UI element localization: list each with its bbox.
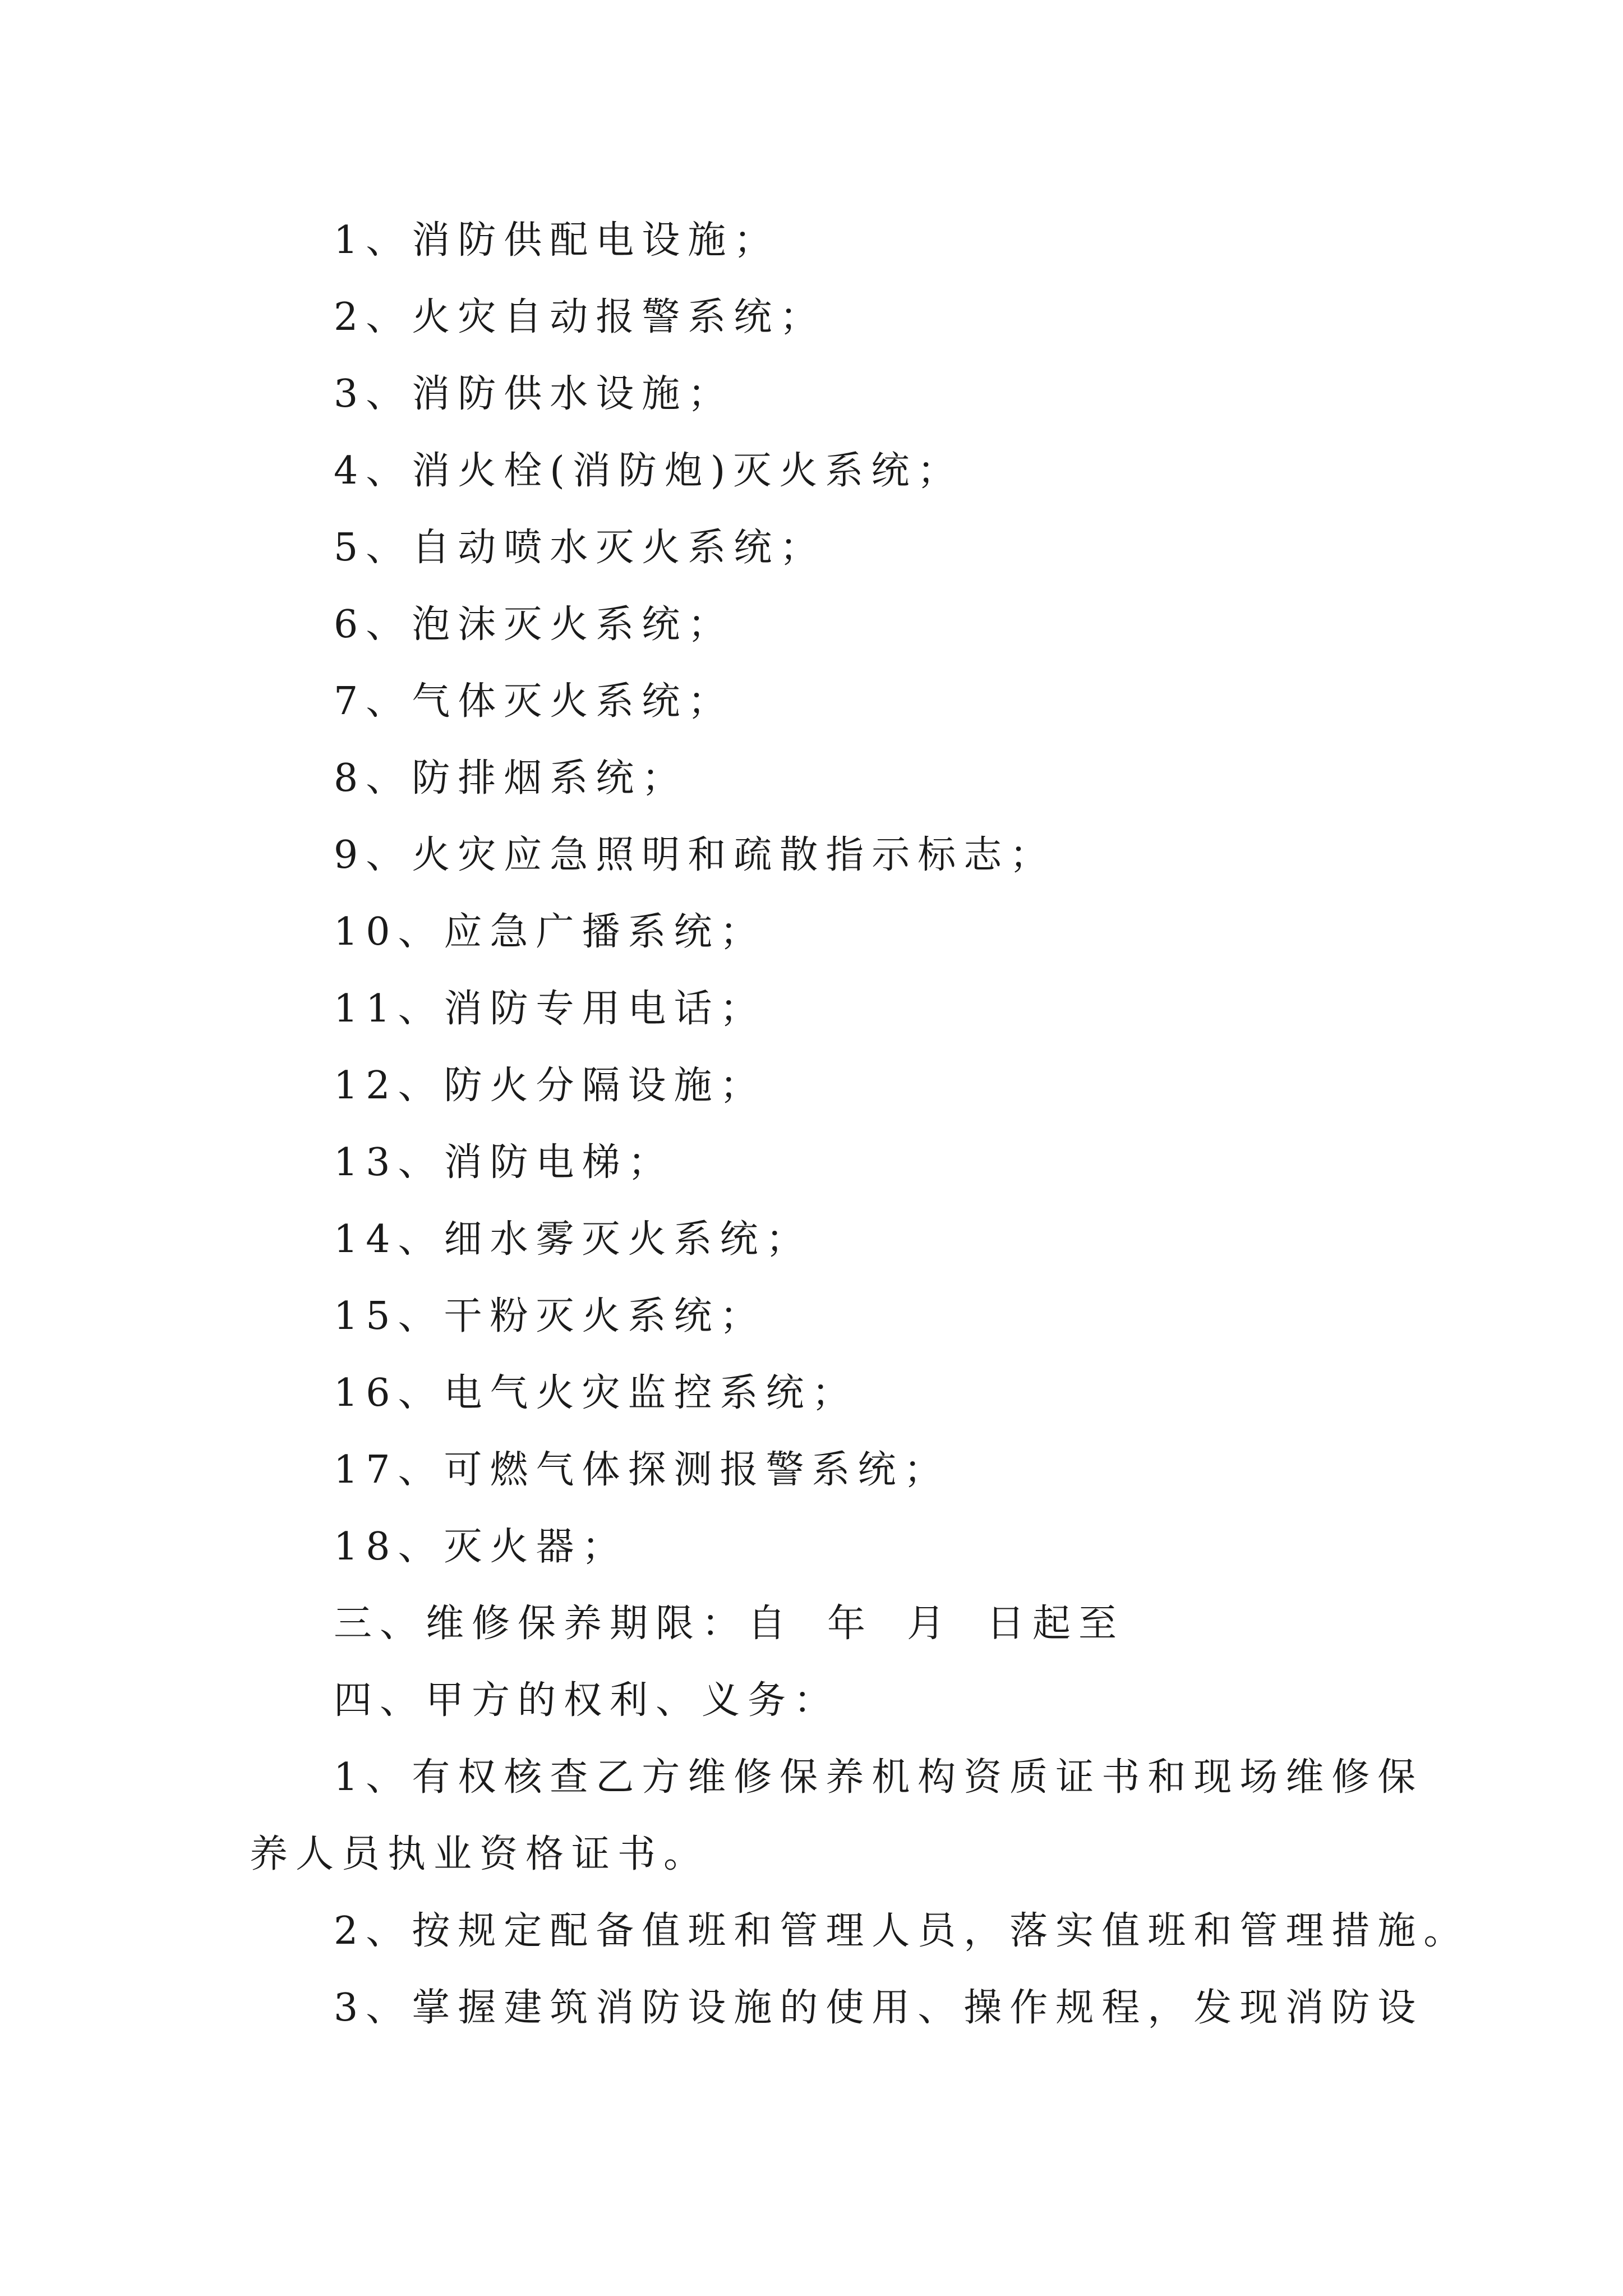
paragraph-line: 3、掌握建筑消防设施的使用、操作规程，发现消防设	[334, 1986, 1424, 2030]
list-item: 11、消防专用电话；	[334, 987, 766, 1031]
list-item: 16、电气火灾监控系统；	[334, 1371, 858, 1415]
list-item: 2、火灾自动报警系统；	[334, 295, 826, 339]
document-body	[250, 202, 1470, 2046]
list-item: 7、气体灭火系统；	[334, 679, 734, 724]
list-item: 8、防排烟系统；	[334, 756, 688, 800]
section-heading: 四、甲方的权利、义务：	[334, 1678, 840, 1723]
list-item: 1、消防供配电设施；	[334, 218, 780, 263]
paragraph-line: 2、按规定配备值班和管理人员，落实值班和管理措施。	[334, 1909, 1470, 1953]
list-item: 15、干粉灭火系统；	[334, 1294, 766, 1338]
list-item: 6、泡沫灭火系统；	[334, 602, 734, 647]
list-item: 18、灭火器；	[334, 1525, 628, 1569]
list-item: 9、火灾应急照明和疏散指示标志；	[334, 833, 1056, 877]
term-year: 年	[827, 1602, 874, 1646]
term-day-to: 日起至	[986, 1602, 1125, 1646]
list-item: 14、细水雾灭火系统；	[334, 1217, 812, 1262]
term-label: 三、维修保养期限：自	[334, 1602, 794, 1646]
maintenance-term-line	[250, 1585, 1405, 1662]
list-item: 3、消防供水设施；	[334, 372, 734, 416]
list-item: 17、可燃气体探测报警系统；	[334, 1448, 950, 1492]
list-item: 13、消防电梯；	[334, 1140, 674, 1185]
list-item: 4、消火栓(消防炮)灭火系统；	[334, 449, 963, 493]
list-item: 10、应急广播系统；	[334, 910, 766, 954]
term-month: 月	[907, 1602, 953, 1646]
list-item: 12、防火分隔设施；	[334, 1064, 766, 1108]
list-item: 5、自动喷水灭火系统；	[334, 526, 826, 570]
paragraph-continuation: 养人员执业资格证书。	[250, 1832, 710, 1876]
paragraph-line: 1、有权核查乙方维修保养机构资质证书和现场维修保	[334, 1755, 1424, 1800]
